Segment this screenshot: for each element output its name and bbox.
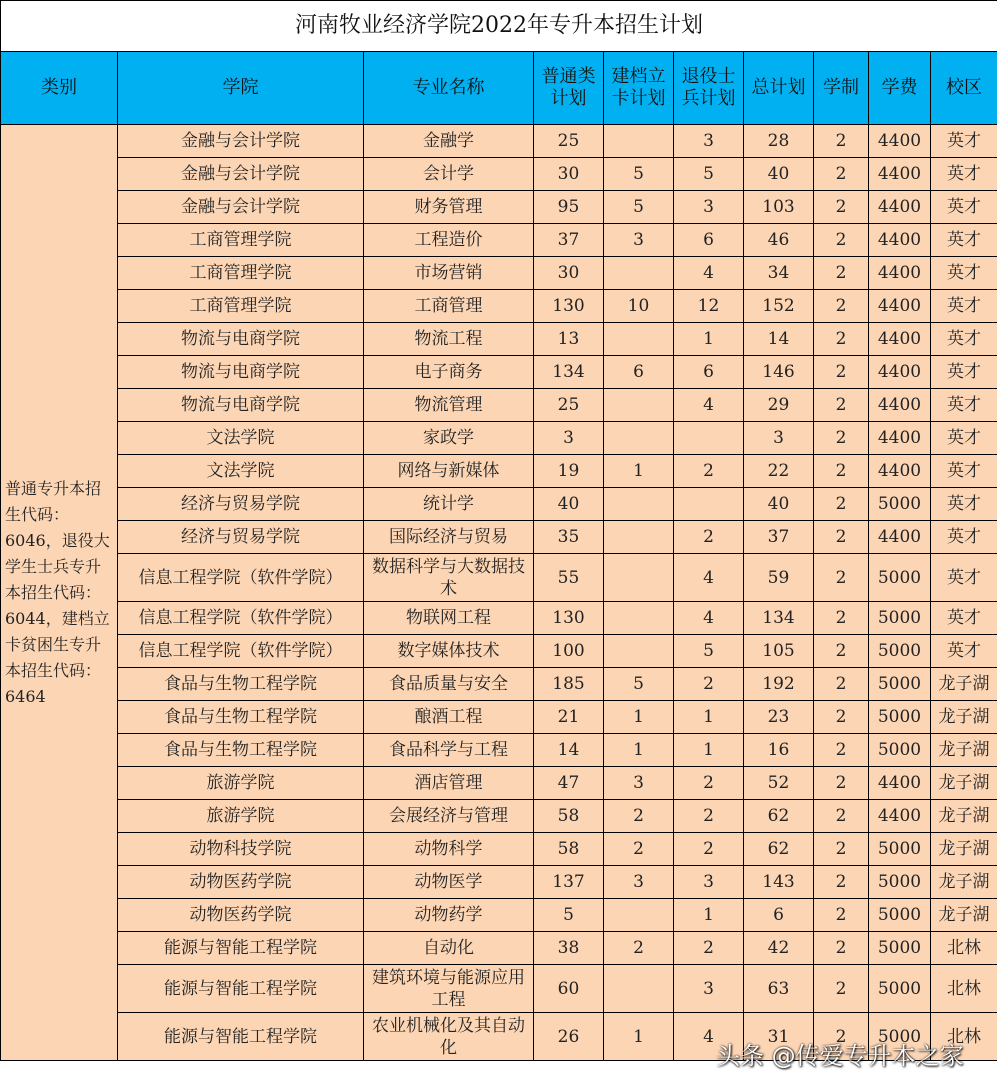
cell-total-plan: 134 <box>744 602 814 635</box>
cell-regular-plan: 25 <box>534 125 604 158</box>
cell-major: 动物医学 <box>364 866 534 899</box>
cell-poverty-plan <box>604 899 674 932</box>
cell-campus: 龙子湖 <box>931 701 997 734</box>
table-row <box>1 866 997 899</box>
header-duration: 学制 <box>814 52 869 125</box>
cell-poverty-plan <box>604 554 674 602</box>
cell-total-plan: 143 <box>744 866 814 899</box>
cell-duration: 2 <box>814 734 869 767</box>
cell-duration: 2 <box>814 125 869 158</box>
cell-poverty-plan: 1 <box>604 734 674 767</box>
table-row <box>1 257 997 290</box>
cell-major: 会计学 <box>364 158 534 191</box>
cell-college: 动物科技学院 <box>118 833 364 866</box>
cell-campus: 英才 <box>931 602 997 635</box>
cell-campus: 北林 <box>931 932 997 965</box>
cell-major: 酒店管理 <box>364 767 534 800</box>
cell-major: 动物药学 <box>364 899 534 932</box>
cell-total-plan: 40 <box>744 158 814 191</box>
cell-regular-plan: 5 <box>534 899 604 932</box>
cell-poverty-plan: 5 <box>604 191 674 224</box>
cell-major: 食品质量与安全 <box>364 668 534 701</box>
cell-total-plan: 22 <box>744 455 814 488</box>
cell-tuition: 5000 <box>869 899 931 932</box>
cell-total-plan: 6 <box>744 899 814 932</box>
cell-college: 工商管理学院 <box>118 290 364 323</box>
cell-poverty-plan: 2 <box>604 800 674 833</box>
cell-college: 物流与电商学院 <box>118 356 364 389</box>
cell-campus: 英才 <box>931 323 997 356</box>
table-row <box>1 290 997 323</box>
cell-regular-plan: 60 <box>534 965 604 1013</box>
cell-veteran-plan: 3 <box>674 965 744 1013</box>
cell-duration: 2 <box>814 833 869 866</box>
cell-total-plan: 42 <box>744 932 814 965</box>
table-row <box>1 422 997 455</box>
cell-duration: 2 <box>814 965 869 1013</box>
cell-regular-plan: 95 <box>534 191 604 224</box>
cell-tuition: 4400 <box>869 389 931 422</box>
header-tuition: 学费 <box>869 52 931 125</box>
cell-total-plan: 152 <box>744 290 814 323</box>
cell-campus: 龙子湖 <box>931 767 997 800</box>
cell-poverty-plan <box>604 602 674 635</box>
cell-campus: 龙子湖 <box>931 800 997 833</box>
cell-campus: 龙子湖 <box>931 833 997 866</box>
cell-major: 工商管理 <box>364 290 534 323</box>
cell-major: 电子商务 <box>364 356 534 389</box>
table-row <box>1 668 997 701</box>
cell-tuition: 5000 <box>869 701 931 734</box>
cell-tuition: 5000 <box>869 965 931 1013</box>
cell-poverty-plan: 10 <box>604 290 674 323</box>
cell-campus: 英才 <box>931 158 997 191</box>
table-row <box>1 224 997 257</box>
cell-regular-plan: 3 <box>534 422 604 455</box>
cell-tuition: 4400 <box>869 257 931 290</box>
cell-campus: 北林 <box>931 1013 997 1061</box>
cell-veteran-plan: 3 <box>674 125 744 158</box>
cell-college: 动物医药学院 <box>118 899 364 932</box>
table-row <box>1 734 997 767</box>
table-row <box>1 455 997 488</box>
header-total-plan: 总计划 <box>744 52 814 125</box>
cell-poverty-plan <box>604 422 674 455</box>
table-row <box>1 602 997 635</box>
table-row <box>1 635 997 668</box>
cell-poverty-plan <box>604 635 674 668</box>
cell-duration: 2 <box>814 701 869 734</box>
cell-veteran-plan: 12 <box>674 290 744 323</box>
cell-poverty-plan <box>604 488 674 521</box>
table-row <box>1 158 997 191</box>
cell-veteran-plan <box>674 422 744 455</box>
cell-duration: 2 <box>814 224 869 257</box>
table-row <box>1 965 997 1013</box>
cell-total-plan: 59 <box>744 554 814 602</box>
cell-campus: 英才 <box>931 125 997 158</box>
cell-tuition: 5000 <box>869 554 931 602</box>
cell-veteran-plan: 2 <box>674 767 744 800</box>
cell-tuition: 4400 <box>869 323 931 356</box>
header-college: 学院 <box>118 52 364 125</box>
cell-major: 自动化 <box>364 932 534 965</box>
cell-college: 文法学院 <box>118 422 364 455</box>
cell-total-plan: 28 <box>744 125 814 158</box>
header-veteran-plan: 退役士兵计划 <box>674 52 744 125</box>
cell-regular-plan: 14 <box>534 734 604 767</box>
cell-major: 市场营销 <box>364 257 534 290</box>
cell-total-plan: 52 <box>744 767 814 800</box>
cell-campus: 龙子湖 <box>931 899 997 932</box>
cell-veteran-plan: 4 <box>674 602 744 635</box>
cell-major: 动物科学 <box>364 833 534 866</box>
cell-major: 金融学 <box>364 125 534 158</box>
cell-tuition: 4400 <box>869 767 931 800</box>
cell-tuition: 5000 <box>869 833 931 866</box>
cell-regular-plan: 19 <box>534 455 604 488</box>
cell-college: 动物医药学院 <box>118 866 364 899</box>
cell-major: 数据科学与大数据技术 <box>364 554 534 602</box>
cell-major: 农业机械化及其自动化 <box>364 1013 534 1061</box>
cell-regular-plan: 137 <box>534 866 604 899</box>
table-row <box>1 323 997 356</box>
table-row <box>1 554 997 602</box>
cell-veteran-plan: 3 <box>674 866 744 899</box>
cell-duration: 2 <box>814 554 869 602</box>
cell-college: 旅游学院 <box>118 800 364 833</box>
cell-veteran-plan: 1 <box>674 701 744 734</box>
cell-total-plan: 40 <box>744 488 814 521</box>
cell-veteran-plan: 2 <box>674 800 744 833</box>
cell-tuition: 4400 <box>869 422 931 455</box>
cell-poverty-plan: 2 <box>604 932 674 965</box>
cell-college: 金融与会计学院 <box>118 125 364 158</box>
cell-total-plan: 31 <box>744 1013 814 1061</box>
cell-major: 物流管理 <box>364 389 534 422</box>
header-poverty-plan: 建档立卡计划 <box>604 52 674 125</box>
cell-regular-plan: 26 <box>534 1013 604 1061</box>
table-row <box>1 356 997 389</box>
cell-tuition: 4400 <box>869 224 931 257</box>
cell-tuition: 4400 <box>869 290 931 323</box>
cell-major: 数字媒体技术 <box>364 635 534 668</box>
watermark: 头条 @传爱专升本之家 <box>716 1042 964 1070</box>
cell-major: 家政学 <box>364 422 534 455</box>
cell-duration: 2 <box>814 455 869 488</box>
cell-regular-plan: 30 <box>534 158 604 191</box>
cell-college: 物流与电商学院 <box>118 389 364 422</box>
cell-duration: 2 <box>814 932 869 965</box>
cell-regular-plan: 40 <box>534 488 604 521</box>
cell-total-plan: 62 <box>744 800 814 833</box>
cell-campus: 龙子湖 <box>931 668 997 701</box>
cell-veteran-plan: 5 <box>674 635 744 668</box>
cell-duration: 2 <box>814 257 869 290</box>
cell-veteran-plan: 6 <box>674 224 744 257</box>
cell-major: 财务管理 <box>364 191 534 224</box>
cell-regular-plan: 134 <box>534 356 604 389</box>
cell-veteran-plan: 2 <box>674 521 744 554</box>
table-row <box>1 191 997 224</box>
cell-poverty-plan: 3 <box>604 866 674 899</box>
cell-regular-plan: 13 <box>534 323 604 356</box>
cell-total-plan: 62 <box>744 833 814 866</box>
cell-tuition: 5000 <box>869 1013 931 1061</box>
table-row <box>1 833 997 866</box>
cell-campus: 英才 <box>931 356 997 389</box>
table-row <box>1 125 997 158</box>
cell-campus: 英才 <box>931 257 997 290</box>
cell-major: 国际经济与贸易 <box>364 521 534 554</box>
cell-tuition: 5000 <box>869 602 931 635</box>
cell-total-plan: 103 <box>744 191 814 224</box>
cell-tuition: 5000 <box>869 488 931 521</box>
cell-total-plan: 146 <box>744 356 814 389</box>
cell-tuition: 5000 <box>869 932 931 965</box>
cell-college: 旅游学院 <box>118 767 364 800</box>
cell-tuition: 4400 <box>869 125 931 158</box>
cell-college: 信息工程学院（软件学院） <box>118 635 364 668</box>
header-major: 专业名称 <box>364 52 534 125</box>
cell-regular-plan: 47 <box>534 767 604 800</box>
cell-duration: 2 <box>814 668 869 701</box>
cell-duration: 2 <box>814 158 869 191</box>
cell-campus: 龙子湖 <box>931 734 997 767</box>
cell-total-plan: 192 <box>744 668 814 701</box>
cell-tuition: 4400 <box>869 800 931 833</box>
cell-veteran-plan: 1 <box>674 734 744 767</box>
cell-veteran-plan: 4 <box>674 389 744 422</box>
cell-regular-plan: 38 <box>534 932 604 965</box>
cell-duration: 2 <box>814 488 869 521</box>
cell-tuition: 5000 <box>869 734 931 767</box>
cell-veteran-plan: 2 <box>674 833 744 866</box>
cell-college: 能源与智能工程学院 <box>118 1013 364 1061</box>
table-row <box>1 389 997 422</box>
cell-poverty-plan: 1 <box>604 1013 674 1061</box>
cell-total-plan: 29 <box>744 389 814 422</box>
cell-campus: 英才 <box>931 389 997 422</box>
cell-poverty-plan: 6 <box>604 356 674 389</box>
cell-poverty-plan: 3 <box>604 767 674 800</box>
table-row <box>1 488 997 521</box>
cell-poverty-plan: 1 <box>604 455 674 488</box>
cell-major: 物流工程 <box>364 323 534 356</box>
cell-campus: 龙子湖 <box>931 866 997 899</box>
cell-poverty-plan <box>604 965 674 1013</box>
cell-regular-plan: 100 <box>534 635 604 668</box>
cell-tuition: 5000 <box>869 866 931 899</box>
cell-poverty-plan: 2 <box>604 833 674 866</box>
cell-regular-plan: 130 <box>534 602 604 635</box>
cell-college: 工商管理学院 <box>118 257 364 290</box>
cell-college: 经济与贸易学院 <box>118 521 364 554</box>
cell-college: 能源与智能工程学院 <box>118 965 364 1013</box>
cell-duration: 2 <box>814 602 869 635</box>
cell-duration: 2 <box>814 635 869 668</box>
cell-major: 网络与新媒体 <box>364 455 534 488</box>
cell-major: 会展经济与管理 <box>364 800 534 833</box>
cell-duration: 2 <box>814 422 869 455</box>
cell-regular-plan: 30 <box>534 257 604 290</box>
cell-total-plan: 23 <box>744 701 814 734</box>
cell-poverty-plan <box>604 323 674 356</box>
cell-veteran-plan: 1 <box>674 899 744 932</box>
cell-tuition: 4400 <box>869 521 931 554</box>
cell-campus: 英才 <box>931 455 997 488</box>
cell-regular-plan: 55 <box>534 554 604 602</box>
cell-campus: 英才 <box>931 521 997 554</box>
cell-major: 工程造价 <box>364 224 534 257</box>
cell-campus: 英才 <box>931 488 997 521</box>
cell-campus: 英才 <box>931 290 997 323</box>
table-row <box>1 767 997 800</box>
table-title: 河南牧业经济学院2022年专升本招生计划 <box>1 1 997 52</box>
cell-regular-plan: 35 <box>534 521 604 554</box>
cell-campus: 英才 <box>931 554 997 602</box>
cell-duration: 2 <box>814 389 869 422</box>
category-cell: 普通专升本招生代码：6046，退役大学生士兵专升本招生代码：6044，建档立卡贫困生专升本招生代码：6464 <box>1 125 118 1061</box>
cell-major: 食品科学与工程 <box>364 734 534 767</box>
table-row <box>1 521 997 554</box>
cell-major: 建筑环境与能源应用工程 <box>364 965 534 1013</box>
cell-duration: 2 <box>814 866 869 899</box>
cell-college: 物流与电商学院 <box>118 323 364 356</box>
cell-veteran-plan: 4 <box>674 554 744 602</box>
cell-tuition: 5000 <box>869 635 931 668</box>
cell-duration: 2 <box>814 899 869 932</box>
cell-veteran-plan: 1 <box>674 323 744 356</box>
cell-total-plan: 63 <box>744 965 814 1013</box>
cell-college: 工商管理学院 <box>118 224 364 257</box>
cell-campus: 英才 <box>931 422 997 455</box>
cell-duration: 2 <box>814 767 869 800</box>
cell-college: 食品与生物工程学院 <box>118 668 364 701</box>
cell-regular-plan: 25 <box>534 389 604 422</box>
cell-total-plan: 37 <box>744 521 814 554</box>
cell-regular-plan: 37 <box>534 224 604 257</box>
table-row <box>1 932 997 965</box>
header-regular-plan: 普通类计划 <box>534 52 604 125</box>
cell-college: 食品与生物工程学院 <box>118 734 364 767</box>
cell-college: 经济与贸易学院 <box>118 488 364 521</box>
cell-poverty-plan: 3 <box>604 224 674 257</box>
cell-tuition: 4400 <box>869 356 931 389</box>
cell-college: 文法学院 <box>118 455 364 488</box>
cell-veteran-plan: 3 <box>674 191 744 224</box>
table-row <box>1 800 997 833</box>
cell-tuition: 5000 <box>869 668 931 701</box>
cell-poverty-plan: 5 <box>604 668 674 701</box>
cell-total-plan: 3 <box>744 422 814 455</box>
table-row <box>1 899 997 932</box>
cell-poverty-plan <box>604 257 674 290</box>
cell-major: 物联网工程 <box>364 602 534 635</box>
cell-veteran-plan: 2 <box>674 455 744 488</box>
cell-veteran-plan: 5 <box>674 158 744 191</box>
cell-total-plan: 46 <box>744 224 814 257</box>
cell-college: 金融与会计学院 <box>118 191 364 224</box>
table-row <box>1 701 997 734</box>
cell-college: 食品与生物工程学院 <box>118 701 364 734</box>
cell-veteran-plan: 4 <box>674 1013 744 1061</box>
cell-college: 金融与会计学院 <box>118 158 364 191</box>
cell-college: 信息工程学院（软件学院） <box>118 554 364 602</box>
cell-campus: 英才 <box>931 191 997 224</box>
cell-regular-plan: 58 <box>534 833 604 866</box>
cell-regular-plan: 58 <box>534 800 604 833</box>
cell-campus: 英才 <box>931 224 997 257</box>
cell-veteran-plan: 6 <box>674 356 744 389</box>
cell-duration: 2 <box>814 356 869 389</box>
cell-major: 酿酒工程 <box>364 701 534 734</box>
header-campus: 校区 <box>931 52 997 125</box>
cell-poverty-plan <box>604 389 674 422</box>
cell-total-plan: 14 <box>744 323 814 356</box>
cell-regular-plan: 130 <box>534 290 604 323</box>
cell-tuition: 4400 <box>869 158 931 191</box>
cell-veteran-plan <box>674 488 744 521</box>
cell-tuition: 4400 <box>869 455 931 488</box>
cell-poverty-plan: 1 <box>604 701 674 734</box>
cell-tuition: 4400 <box>869 191 931 224</box>
cell-poverty-plan: 5 <box>604 158 674 191</box>
cell-veteran-plan: 2 <box>674 932 744 965</box>
cell-duration: 2 <box>814 1013 869 1061</box>
cell-major: 统计学 <box>364 488 534 521</box>
cell-college: 信息工程学院（软件学院） <box>118 602 364 635</box>
cell-regular-plan: 185 <box>534 668 604 701</box>
cell-veteran-plan: 2 <box>674 668 744 701</box>
cell-regular-plan: 21 <box>534 701 604 734</box>
cell-duration: 2 <box>814 191 869 224</box>
cell-total-plan: 105 <box>744 635 814 668</box>
cell-total-plan: 16 <box>744 734 814 767</box>
cell-duration: 2 <box>814 521 869 554</box>
cell-college: 能源与智能工程学院 <box>118 932 364 965</box>
cell-campus: 英才 <box>931 635 997 668</box>
cell-duration: 2 <box>814 290 869 323</box>
header-category: 类别 <box>1 52 118 125</box>
cell-total-plan: 34 <box>744 257 814 290</box>
cell-veteran-plan: 4 <box>674 257 744 290</box>
cell-duration: 2 <box>814 323 869 356</box>
cell-poverty-plan <box>604 521 674 554</box>
cell-campus: 北林 <box>931 965 997 1013</box>
cell-poverty-plan <box>604 125 674 158</box>
cell-duration: 2 <box>814 800 869 833</box>
